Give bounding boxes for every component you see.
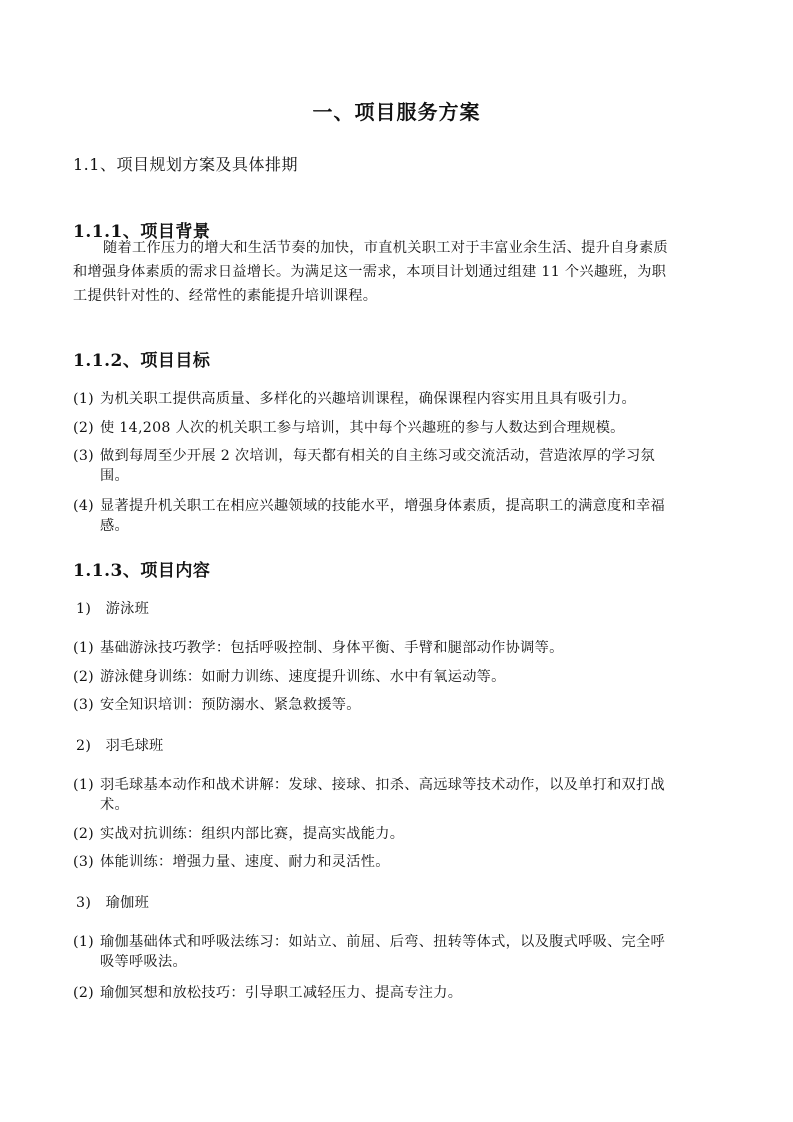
item-number: (3)	[73, 697, 94, 713]
background-line-2: 和增强身体素质的需求日益增长。为满足这一需求，本项目计划通过组建 11 个兴趣班，为职	[73, 264, 667, 280]
item-number: (2)	[73, 826, 94, 842]
goal-text: 使 14,208 人次的机关职工参与培训，其中每个兴趣班的参与人数达到合理规模。	[100, 420, 625, 436]
yoga-class-label: 3) 瑜伽班	[76, 895, 150, 911]
item-text: 安全知识培训：预防溺水、紧急救援等。	[100, 697, 361, 713]
goal-number: (2)	[73, 420, 94, 436]
swim-class-label: 1) 游泳班	[76, 601, 150, 617]
background-line-3: 工提供针对性的、经常性的素能提升培训课程。	[73, 288, 378, 304]
swim-item	[73, 667, 506, 687]
goals-heading: 1.1.2、项目目标	[73, 351, 211, 371]
badminton-class-label: 2) 羽毛球班	[76, 738, 164, 754]
swim-item	[73, 638, 564, 658]
goal-item	[73, 389, 636, 409]
item-number: (1)	[73, 934, 94, 950]
background-line-1: 随着工作压力的增大和生活节奏的加快，市直机关职工对于丰富业余生活、提升自身素质	[103, 240, 669, 256]
swim-item	[73, 695, 361, 715]
item-number: (1)	[73, 640, 94, 656]
goal-item	[73, 496, 665, 536]
item-text: 基础游泳技巧教学：包括呼吸控制、身体平衡、手臂和腿部动作协调等。	[100, 640, 564, 656]
item-number: (2)	[73, 669, 94, 685]
goal-text: 做到每周至少开展 2 次培训，每天都有相关的自主练习或交流活动，营造浓厚的学习氛	[100, 448, 655, 464]
badminton-item	[73, 775, 665, 815]
background-heading: 1.1.1、项目背景	[73, 222, 211, 242]
item-text: 瑜伽冥想和放松技巧：引导职工减轻压力、提高专注力。	[100, 985, 463, 1001]
page-title: 一、项目服务方案	[312, 100, 481, 124]
goal-number: (4)	[73, 498, 94, 514]
badminton-item	[73, 824, 404, 844]
goal-item	[73, 446, 655, 486]
yoga-item	[73, 932, 665, 972]
goal-text: 显著提升机关职工在相应兴趣领域的技能水平，增强身体素质，提高职工的满意度和幸福	[100, 498, 666, 514]
item-text-continued: 吸等呼吸法。	[100, 954, 187, 970]
item-text: 瑜伽基础体式和呼吸法练习：如站立、前屈、后弯、扭转等体式，以及腹式呼吸、完全呼	[100, 934, 666, 950]
goal-number: (1)	[73, 391, 94, 407]
badminton-item	[73, 852, 390, 872]
section-heading: 1.1、项目规划方案及具体排期	[73, 155, 298, 174]
goal-text: 为机关职工提供高质量、多样化的兴趣培训课程，确保课程内容实用且具有吸引力。	[100, 391, 637, 407]
item-text: 体能训练：增强力量、速度、耐力和灵活性。	[100, 854, 390, 870]
item-text: 羽毛球基本动作和战术讲解：发球、接球、扣杀、高远球等技术动作，以及单打和双打战	[100, 777, 666, 793]
item-number: (2)	[73, 985, 94, 1001]
item-text: 实战对抗训练：组织内部比赛，提高实战能力。	[100, 826, 405, 842]
content-heading: 1.1.3、项目内容	[73, 561, 211, 581]
goal-item	[73, 418, 625, 438]
goal-text-continued: 围。	[100, 468, 129, 484]
item-number: (1)	[73, 777, 94, 793]
item-text: 游泳健身训练：如耐力训练、速度提升训练、水中有氧运动等。	[100, 669, 506, 685]
item-text-continued: 术。	[100, 797, 129, 813]
goal-number: (3)	[73, 448, 94, 464]
item-number: (3)	[73, 854, 94, 870]
yoga-item	[73, 983, 462, 1003]
goal-text-continued: 感。	[100, 518, 129, 534]
